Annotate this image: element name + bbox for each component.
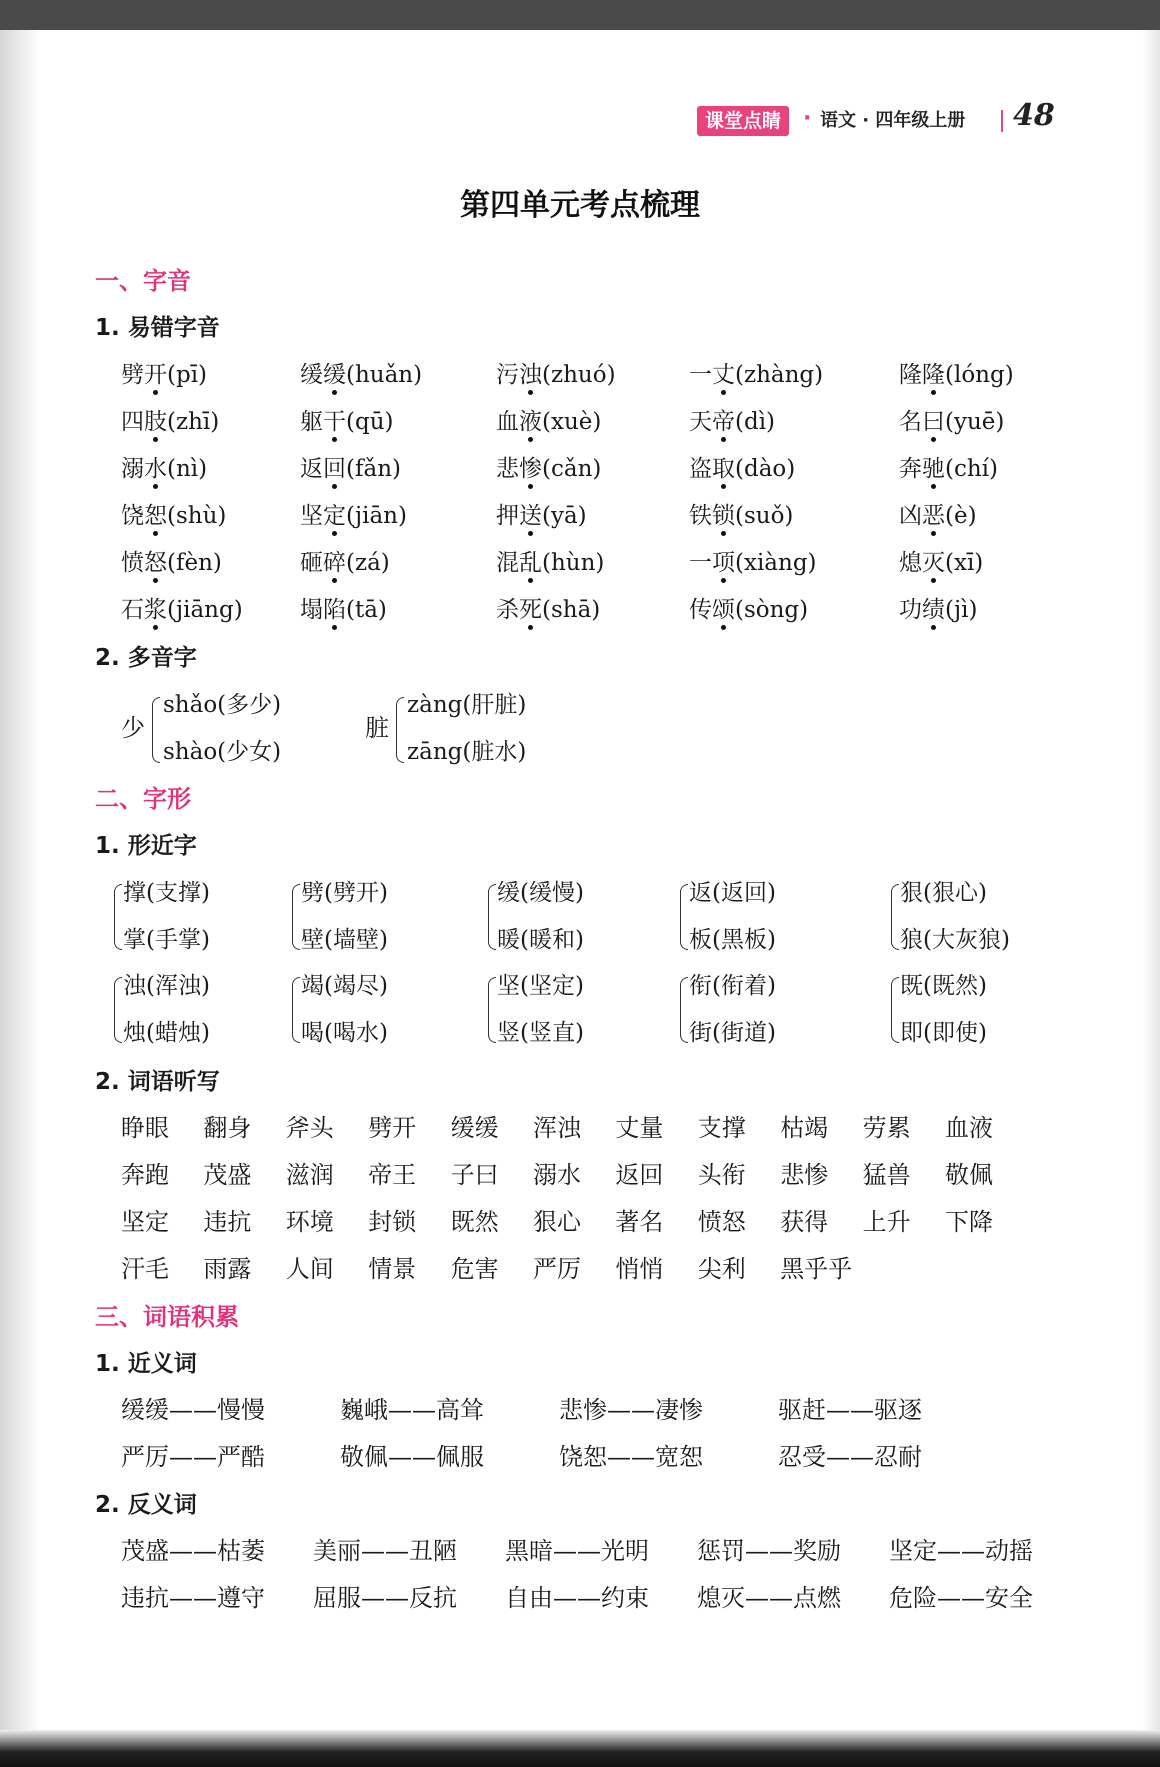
dotted-char: 碎 [323,546,346,580]
dictation-word: 滋润 [285,1161,334,1189]
dictation-word: 悄悄 [615,1255,664,1283]
polyphone-reading: shǎo(多少) [163,692,282,718]
pronunciation-char: 铁 [689,503,712,529]
similar-char-bottom: 喝(喝水) [301,1020,388,1046]
brace [292,884,300,950]
dictation-word: 黑乎乎 [780,1255,853,1283]
pronunciation-char: 缓 [300,362,323,388]
brace [114,977,122,1043]
dictation-word: 著名 [615,1208,664,1236]
dotted-char: 取 [712,452,735,486]
dictation-word: 丈量 [615,1114,664,1142]
pronunciation-char: 混 [496,550,519,576]
pinyin: (jiān) [346,503,407,529]
pinyin: (chí) [945,456,998,482]
polyphone-reading: shào(少女) [163,739,282,765]
pronunciation-item [300,405,393,439]
dictation-word: 茂盛 [203,1161,252,1189]
pinyin: (jì) [945,597,978,623]
pronunciation-item [121,593,243,627]
dotted-char: 浊 [519,358,542,392]
pinyin: (nì) [167,456,208,482]
header-subject: 语文 · 四年级上册 [820,110,966,131]
pronunciation-item [121,499,226,533]
pronunciation-char: 功 [899,597,922,623]
dotted-char: 回 [323,452,346,486]
dotted-char: 丈 [712,358,735,392]
dictation-word: 汗毛 [121,1255,169,1283]
pinyin: (zhàng) [735,362,824,388]
section-pronunciation: 一、字音 [95,267,191,295]
pronunciation-char: 天 [689,409,712,435]
page-shadow-left [0,30,40,1730]
pinyin: (zá) [346,550,390,576]
dotted-char: 缓 [323,358,346,392]
pronunciation-char: 隆 [899,362,922,388]
synonym-pair: 缓缓——慢慢 [121,1396,265,1424]
header-tag: 课堂点睛 [697,106,789,136]
brace [292,977,300,1043]
brace [488,977,496,1043]
dictation-word: 既然 [450,1208,499,1236]
pinyin: (tā) [346,597,387,623]
pronunciation-char: 劈 [121,362,144,388]
pronunciation-char: 一 [689,362,712,388]
pinyin: (qū) [346,409,394,435]
brace [488,884,496,950]
synonym-pair: 悲惨——凄惨 [559,1396,703,1424]
pronunciation-char: 名 [899,409,922,435]
similar-char-top: 坚(坚定) [497,973,584,999]
similar-char-top: 竭(竭尽) [301,973,388,999]
pinyin: (huǎn) [346,362,423,388]
pronunciation-item [689,593,808,627]
dictation-word: 雨露 [203,1255,252,1283]
dotted-char: 灭 [922,546,945,580]
dotted-char: 绩 [922,593,945,627]
pronunciation-item [899,405,1004,439]
antonym-pair: 熄灭——点燃 [697,1584,841,1612]
dotted-char: 恶 [922,499,945,533]
dotted-char: 定 [323,499,346,533]
similar-char-top: 衔(衔着) [689,973,776,999]
antonym-pair: 违抗——遵守 [121,1584,265,1612]
dotted-char: 干 [323,405,346,439]
dotted-char: 项 [712,546,735,580]
pronunciation-item [689,452,795,486]
pronunciation-item [689,499,793,533]
pronunciation-item [899,546,983,580]
dotted-char: 开 [144,358,167,392]
dictation-word: 支撑 [697,1114,746,1142]
synonym-pair: 敬佩——佩服 [340,1443,484,1471]
synonym-pair: 巍峨——高耸 [340,1396,484,1424]
pronunciation-char: 四 [121,409,144,435]
dictation-word: 情景 [368,1255,417,1283]
synonym-pair: 驱赶——驱逐 [778,1396,922,1424]
pinyin: (dào) [735,456,796,482]
antonym-pair: 惩罚——奖励 [697,1537,841,1565]
pronunciation-char: 盗 [689,456,712,482]
brace [891,884,899,950]
dictation-word: 睁眼 [121,1114,169,1142]
dictation-word: 猛兽 [862,1161,911,1189]
dictation-word: 违抗 [203,1208,252,1236]
dotted-char: 浆 [144,593,167,627]
similar-char-bottom: 即(即使) [900,1020,987,1046]
dictation-word: 奔跑 [121,1161,169,1189]
pinyin: (shù) [167,503,227,529]
pinyin: (suǒ) [735,503,794,529]
pronunciation-char: 坚 [300,503,323,529]
antonym-pair: 自由——约束 [505,1584,649,1612]
header-divider [1001,110,1003,132]
dictation-word: 敬佩 [945,1161,993,1189]
pronunciation-char: 躯 [300,409,323,435]
polyphone-reading: zāng(脏水) [407,739,527,765]
pronunciation-char: 凶 [899,503,922,529]
polyphone-char: 脏 [365,714,389,742]
pronunciation-char: 杀 [496,597,519,623]
pinyin: (zhuó) [542,362,616,388]
antonym-pair: 坚定——动摇 [889,1537,1033,1565]
pronunciation-item [496,452,601,486]
dotted-char: 水 [144,452,167,486]
antonym-pair: 屈服——反抗 [313,1584,457,1612]
pronunciation-char: 血 [496,409,519,435]
dictation-word: 悲惨 [780,1161,829,1189]
pronunciation-item [899,452,998,486]
similar-char-top: 缓(缓慢) [497,880,584,906]
section-character-form: 二、字形 [95,785,191,813]
dictation-word: 严厉 [533,1255,581,1283]
pinyin: (è) [945,503,977,529]
dictation-word: 枯竭 [780,1114,829,1142]
pronunciation-item [899,499,977,533]
pronunciation-item [899,358,1014,392]
similar-char-bottom: 烛(蜡烛) [123,1020,210,1046]
subsection-similar-characters: 1. 形近字 [95,833,197,859]
pronunciation-item [300,546,390,580]
dotted-char: 颂 [712,593,735,627]
similar-char-bottom: 竖(竖直) [497,1020,584,1046]
brace [396,697,404,763]
dictation-word: 劈开 [368,1114,417,1142]
dictation-word: 获得 [780,1208,829,1236]
similar-char-bottom: 掌(手掌) [123,927,210,953]
pinyin: (fǎn) [346,456,401,482]
pronunciation-item [496,358,616,392]
pinyin: (xī) [945,550,984,576]
pronunciation-item [121,546,222,580]
pinyin: (xiàng) [735,550,817,576]
pinyin: (sòng) [735,597,809,623]
section-vocabulary: 三、词语积累 [95,1303,239,1331]
dictation-word: 尖利 [697,1255,746,1283]
similar-char-bottom: 暖(暖和) [497,927,584,953]
pronunciation-item [300,358,422,392]
pronunciation-char: 溺 [121,456,144,482]
brace [680,884,688,950]
pronunciation-item [689,358,823,392]
pinyin: (yuē) [945,409,1005,435]
dotted-char: 肢 [144,405,167,439]
page-title: 第四单元考点梳理 [460,188,700,223]
similar-char-top: 劈(劈开) [301,880,388,906]
pinyin: (fèn) [167,550,222,576]
subsection-antonyms: 2. 反义词 [95,1492,197,1518]
dictation-word: 封锁 [368,1208,417,1236]
header-dot: · [803,106,812,131]
subsection-polyphones: 2. 多音字 [95,645,197,671]
synonym-pair: 严厉——严酷 [121,1443,265,1471]
pronunciation-item [689,546,817,580]
similar-char-top: 浊(浑浊) [123,973,210,999]
pinyin: (zhī) [167,409,220,435]
brace [891,977,899,1043]
polyphone-reading: zàng(肝脏) [407,692,527,718]
dotted-char: 曰 [922,405,945,439]
similar-char-bottom: 板(黑板) [689,927,776,953]
pronunciation-item [496,593,600,627]
pronunciation-char: 砸 [300,550,323,576]
dotted-char: 送 [519,499,542,533]
pronunciation-char: 饶 [121,503,144,529]
dictation-word: 帝王 [368,1161,417,1189]
dictation-word: 子曰 [450,1161,499,1189]
dictation-word: 翻身 [203,1114,252,1142]
polyphone-char: 少 [121,714,145,742]
dictation-word: 上升 [862,1208,911,1236]
pinyin: (cǎn) [542,456,602,482]
screen-bottom-edge [0,1730,1160,1767]
brace [680,977,688,1043]
dotted-char: 驰 [922,452,945,486]
pinyin: (pī) [167,362,208,388]
synonym-pair: 饶恕——宽恕 [559,1443,703,1471]
pronunciation-char: 愤 [121,550,144,576]
pronunciation-char: 返 [300,456,323,482]
pronunciation-char: 押 [496,503,519,529]
dictation-word: 愤怒 [697,1208,746,1236]
antonym-pair: 危险——安全 [889,1584,1033,1612]
pinyin: (shā) [542,597,601,623]
pinyin: (yā) [542,503,587,529]
dotted-char: 惨 [519,452,542,486]
dictation-word: 环境 [285,1208,334,1236]
antonym-pair: 美丽——丑陋 [313,1537,457,1565]
dictation-word: 劳累 [862,1114,911,1142]
dictation-word: 下降 [945,1208,993,1236]
similar-char-top: 返(返回) [689,880,776,906]
similar-char-bottom: 壁(墙壁) [301,927,388,953]
brace [152,697,160,763]
pronunciation-item [121,358,207,392]
dotted-char: 怒 [144,546,167,580]
dictation-word: 狠心 [533,1208,581,1236]
dictation-word: 坚定 [121,1208,169,1236]
pinyin: (jiāng) [167,597,243,623]
antonym-pair: 茂盛——枯萎 [121,1537,265,1565]
subsection-error-prone-sounds: 1. 易错字音 [95,315,220,341]
dotted-char: 液 [519,405,542,439]
similar-char-top: 狠(狠心) [900,880,987,906]
dictation-word: 浑浊 [533,1114,581,1142]
dictation-word: 溺水 [533,1161,581,1189]
brace [114,884,122,950]
pinyin: (dì) [735,409,776,435]
dictation-word: 斧头 [285,1114,334,1142]
pronunciation-item [300,452,401,486]
dotted-char: 死 [519,593,542,627]
pronunciation-item [689,405,775,439]
dictation-word: 危害 [450,1255,499,1283]
page-number: 48 [1013,98,1055,133]
similar-char-top: 既(既然) [900,973,987,999]
pronunciation-char: 石 [121,597,144,623]
pronunciation-char: 奔 [899,456,922,482]
dotted-char: 隆 [922,358,945,392]
pronunciation-char: 一 [689,550,712,576]
dictation-word: 人间 [285,1255,334,1283]
pronunciation-item [496,405,601,439]
pronunciation-item [121,405,219,439]
synonym-pair: 忍受——忍耐 [778,1443,922,1471]
dictation-word: 血液 [945,1114,993,1142]
dictation-word: 返回 [615,1161,664,1189]
pronunciation-char: 传 [689,597,712,623]
pronunciation-char: 熄 [899,550,922,576]
pinyin: (lóng) [945,362,1014,388]
dictation-word: 头衔 [697,1161,746,1189]
dotted-char: 帝 [712,405,735,439]
dotted-char: 恕 [144,499,167,533]
dotted-char: 陷 [323,593,346,627]
dictation-word: 缓缓 [450,1114,499,1142]
antonym-pair: 黑暗——光明 [505,1537,649,1565]
pronunciation-item [300,499,407,533]
pronunciation-char: 塌 [300,597,323,623]
pronunciation-item [300,593,387,627]
similar-char-bottom: 狼(大灰狼) [900,927,1010,953]
similar-char-bottom: 街(街道) [689,1020,776,1046]
pinyin: (hùn) [542,550,605,576]
dotted-char: 乱 [519,546,542,580]
pronunciation-char: 悲 [496,456,519,482]
page-shadow-right [1142,30,1160,1730]
pronunciation-item [496,546,604,580]
pronunciation-char: 污 [496,362,519,388]
subsection-dictation: 2. 词语听写 [95,1069,220,1095]
dotted-char: 锁 [712,499,735,533]
similar-char-top: 撑(支撑) [123,880,210,906]
pinyin: (xuè) [542,409,602,435]
pronunciation-item [899,593,977,627]
subsection-synonyms: 1. 近义词 [95,1351,197,1377]
pronunciation-item [496,499,587,533]
pronunciation-item [121,452,207,486]
